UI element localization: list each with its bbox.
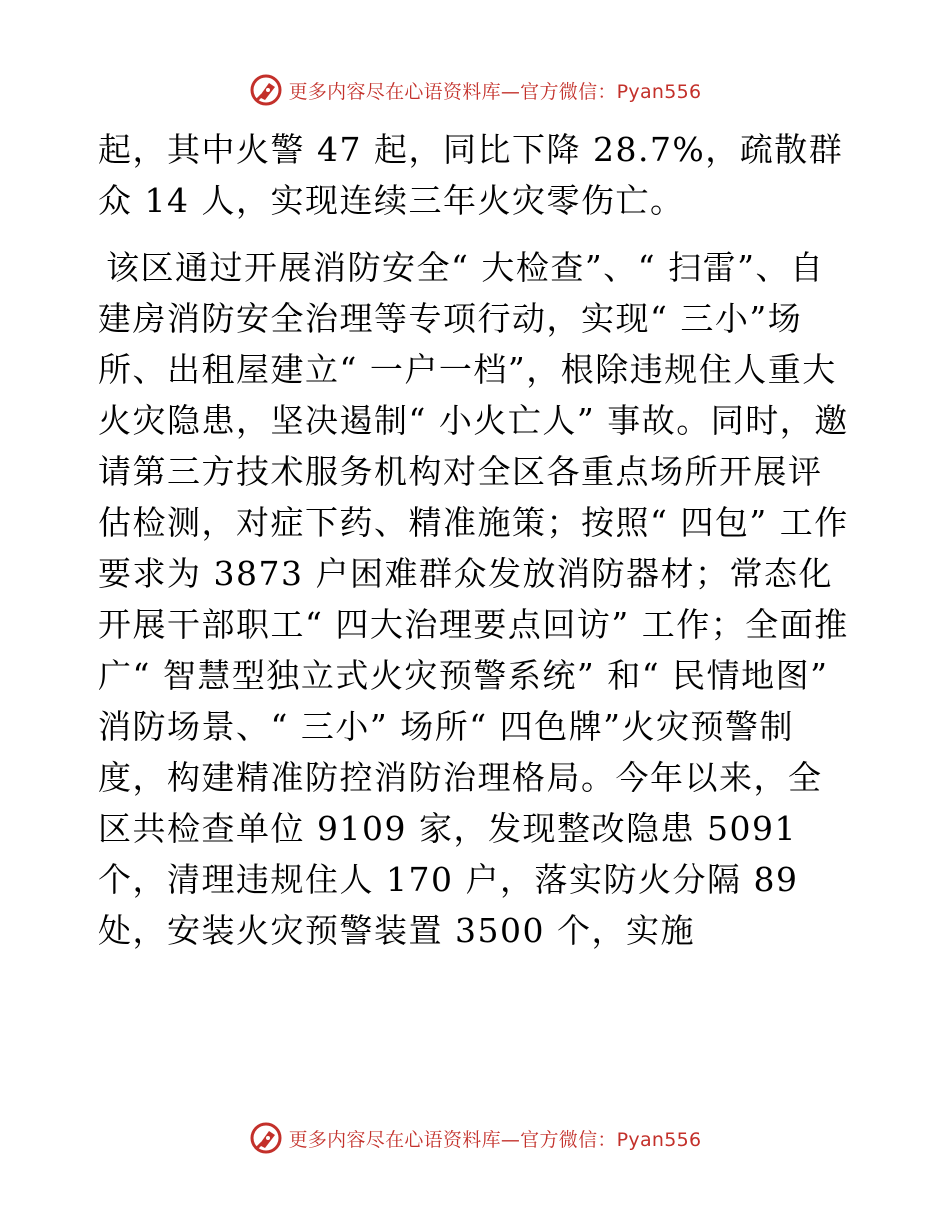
header-watermark bbox=[0, 70, 950, 110]
paragraph-1: 起，其中火警 47 起，同比下降 28.7%，疏散群众 14 人，实现连续三年火灾零伤亡。 bbox=[98, 130, 844, 220]
footer-watermark bbox=[0, 1118, 950, 1158]
pen-nib-logo-icon bbox=[249, 1121, 283, 1155]
document-body bbox=[98, 124, 850, 956]
watermark-text: 更多内容尽在心语资料库—官方微信：Pyan556 bbox=[288, 80, 702, 103]
paragraph-2: 该区通过开展消防安全“ 大检查”、“ 扫雷”、自建房消防安全治理等专项行动，实现“ 三小”场所、出租屋建立“ 一户一档”，根除违规住人重大火灾隐患，坚决遏制“ 小火亡人” 事故。同时，邀请第三方技术服务机构对全区各重点场所开展评估检测，对症下药、精准施策；按照“ 四包” 工作要求为 3873 户困难群众发放消防器材；常态化开展干部职工“ 四大治理要点回访” 工作；全面推广“ 智慧型独立式火灾预警系统” 和“ 民情地图” 消防场景、“ 三小” 场所“ 四色牌”火灾预警制度，构建精准防控消防治理格局。今年以来，全区共检查单位 9109 家，发现整改隐患 5091 个，清理违规住人 170 户，落实防火分隔 89 处，安装火灾预警装置 3500 个，实施 bbox=[98, 248, 849, 950]
watermark-text: 更多内容尽在心语资料库—官方微信：Pyan556 bbox=[288, 1128, 702, 1151]
pen-nib-logo-icon bbox=[249, 73, 283, 107]
